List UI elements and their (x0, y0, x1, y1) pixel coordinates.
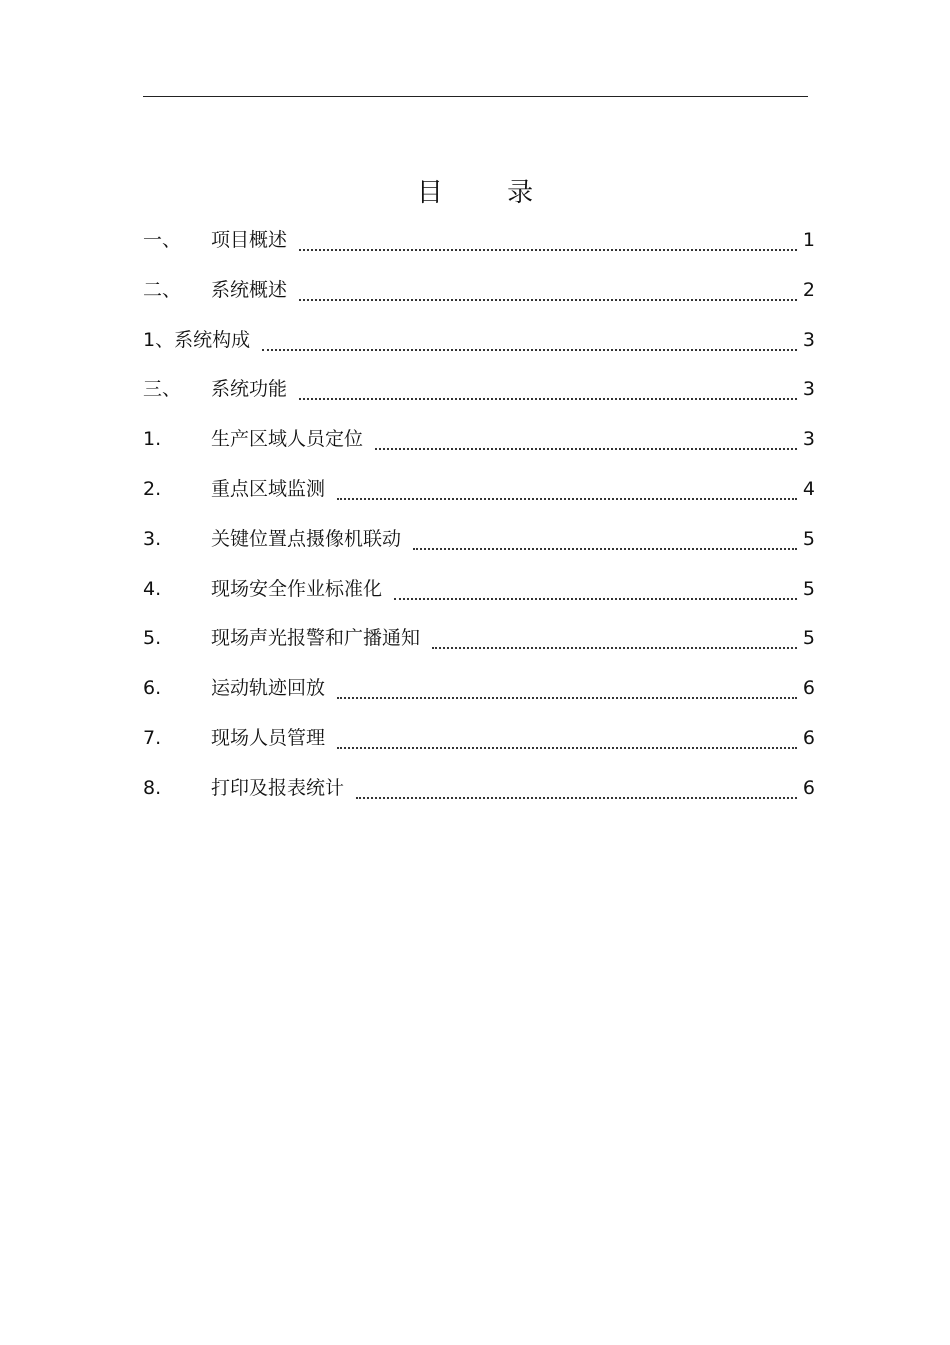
toc-entry-number: 4. (143, 577, 162, 600)
toc-entry-page: 3 (802, 328, 815, 351)
toc-leader-dots (299, 378, 797, 400)
toc-entry-label: 现场人员管理 (211, 726, 326, 749)
toc-entry-label: 系统功能 (211, 378, 288, 401)
toc-entry-page: 6 (802, 726, 815, 749)
toc-leader-dots (337, 677, 797, 699)
header-rule (143, 96, 808, 97)
toc-entry[interactable] (143, 276, 815, 326)
toc-entry-label: 重点区域监测 (211, 477, 326, 500)
toc-entry[interactable] (143, 425, 815, 475)
toc-entry-label: 项目概述 (211, 229, 288, 251)
toc-entry-label: 系统概述 (211, 278, 288, 301)
toc-leader-dots (299, 229, 797, 251)
toc-entry-number: 二、 (143, 278, 182, 301)
toc-entry-label: 系统构成 (174, 328, 251, 351)
toc-entry[interactable] (143, 674, 815, 724)
toc-entry-page: 5 (802, 527, 815, 550)
toc-entry-page: 1 (802, 229, 815, 251)
toc-entry-page: 5 (802, 627, 815, 650)
toc-leader-dots (337, 478, 797, 500)
toc-leader-dots (356, 777, 797, 799)
toc-entry[interactable] (143, 624, 815, 674)
toc-entry-number: 8. (143, 776, 162, 799)
toc-entry-page: 5 (802, 577, 815, 600)
toc-leader-dots (432, 627, 797, 649)
toc-leader-dots (413, 528, 797, 550)
toc-entry-page: 6 (802, 776, 815, 799)
toc-entry-number: 1、 (143, 328, 175, 351)
toc-entry-page: 6 (802, 677, 815, 700)
toc-leader-dots (394, 578, 797, 600)
toc-entry[interactable] (143, 375, 815, 425)
toc-entry[interactable] (143, 724, 815, 774)
toc-entry-number: 1. (143, 428, 162, 451)
toc-entry[interactable] (143, 774, 815, 824)
toc-entry-page: 3 (802, 378, 815, 401)
toc-entry-number: 7. (143, 726, 162, 749)
toc-entry-label: 现场安全作业标准化 (211, 577, 383, 600)
toc-entry[interactable] (143, 525, 815, 575)
toc-entry-page: 4 (802, 477, 815, 500)
toc-leader-dots (262, 329, 797, 351)
toc-entry[interactable] (143, 326, 815, 376)
toc-entry-label: 打印及报表统计 (211, 776, 345, 799)
toc-entry-number: 3. (143, 527, 162, 550)
toc-entry-page: 3 (802, 428, 815, 451)
toc-leader-dots (375, 428, 797, 450)
toc-entry-label: 关键位置点摄像机联动 (211, 527, 402, 550)
toc-entry[interactable] (143, 575, 815, 625)
toc-entry-label: 运动轨迹回放 (211, 677, 326, 700)
toc-entry-number: 一、 (143, 229, 182, 251)
toc-entry[interactable] (143, 475, 815, 525)
toc-entry-number: 5. (143, 627, 162, 650)
toc-entry-number: 2. (143, 477, 162, 500)
toc-leader-dots (337, 727, 797, 749)
toc-entry[interactable] (143, 226, 815, 276)
toc-entry-label: 生产区域人员定位 (211, 428, 364, 451)
toc-list (143, 226, 815, 824)
toc-entry-number: 6. (143, 677, 162, 700)
toc-entry-page: 2 (802, 278, 815, 301)
toc-entry-label: 现场声光报警和广播通知 (211, 627, 421, 650)
toc-leader-dots (299, 279, 797, 301)
toc-title: 目 录 (416, 178, 562, 208)
toc-entry-number: 三、 (143, 378, 182, 401)
